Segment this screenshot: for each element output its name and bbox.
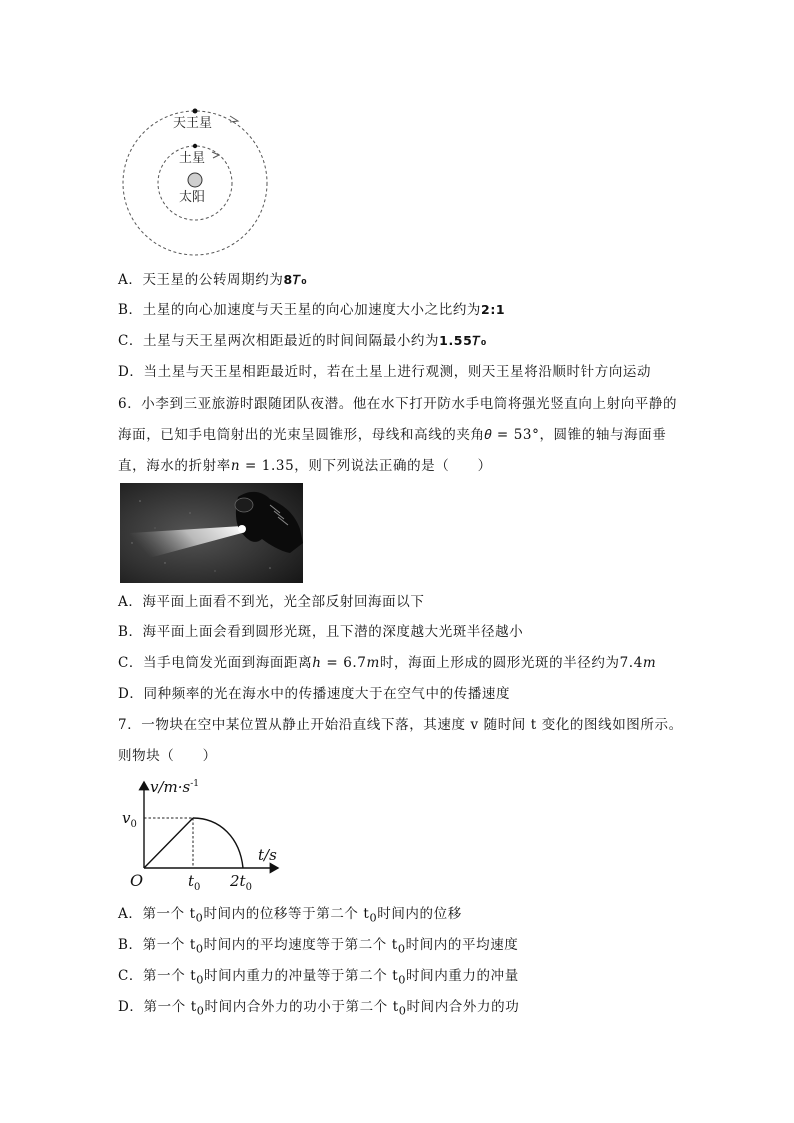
stem-text: 直，海水的折射率 [118,458,231,474]
option-text: 时间内的平均速度等于第二个 t [203,937,398,953]
q7-option-c [118,966,519,991]
x-axis-label: t/s [258,846,277,864]
q7-stem-line1: 7．一物块在空中某位置从静止开始沿直线下落，其速度 v 随时间 t 变化的图线如图所示。 [118,717,683,733]
uranus-label: 天王星 [173,116,213,131]
option-letter: C． [118,655,144,671]
q6-stem-line3 [118,456,492,476]
q5-option-b [118,300,505,320]
option-text: 时间内重力的冲量等于第二个 t [204,968,399,984]
q7-option-d [118,997,519,1022]
sun-label: 太阳 [179,190,206,205]
option-math: 8𝑇₀ [283,272,308,287]
option-letter: D． [118,999,144,1015]
orbit-diagram [118,100,278,260]
option-text: 时间内的位移 [377,906,462,922]
option-text: 海平面上面会看到圆形光斑，且下潜的深度越大光斑半径越小 [142,624,524,640]
option-letter: B． [118,624,143,640]
option-text: 第一个 t [142,937,196,953]
option-text: 时间内合外力的功 [406,999,520,1015]
option-letter: A． [118,272,143,288]
q6-option-b [118,622,523,642]
option-text: 时间内的位移等于第二个 t [203,906,370,922]
option-text: 天王星的公转周期约为 [142,272,284,288]
sun-disc [188,173,202,187]
option-text: 当手电筒发光面到海面距离 [143,655,313,671]
option-letter: A． [118,594,143,610]
option-text: 当土星与天王星相距最近时，若在土星上进行观测，则天王星将沿顺时针方向运动 [143,364,652,380]
diver-photo [120,483,303,583]
stem-text: ，则下列说法正确的是（ ） [294,458,492,474]
option-text: 时，海面上形成的圆形光斑的半径约为 [379,655,620,671]
stem-text: 海面，已知手电筒射出的光束呈圆锥形，母线和高线的夹角 [118,427,485,443]
q5-option-c [118,331,487,351]
saturn-dot [193,144,197,148]
saturn-label: 土星 [179,151,206,166]
option-letter: B． [118,937,143,953]
t0-sub: 0 [397,942,406,956]
t0-subscript: 0 [194,882,201,893]
option-text: 海平面上面看不到光，光全部反射回海面以下 [142,594,425,610]
stem-text: ，圆锥的轴与海面垂 [539,427,667,443]
option-math: 1.55𝑇₀ [439,333,487,348]
origin-label: O [130,871,144,890]
stem-math: 𝜃 = 53° [484,427,540,443]
two-t0-label: $2t_0$ [230,872,252,893]
t0-sub: 0 [195,911,204,925]
option-letter: D． [118,364,144,380]
q6-stem-line1: 6．小李到三亚旅游时跟随团队夜潜。他在水下打开防水手电筒将强光竖直向上射向平静的 [118,396,678,412]
stem-math: 𝑛 = 1.35 [230,458,295,474]
q6-option-c [118,653,656,673]
linear-segment [144,818,193,868]
y-axis-superscript: -1 [190,779,199,789]
uranus-dot [193,109,198,114]
option-text: 第一个 t [143,968,197,984]
t0-sub: 0 [196,973,205,987]
q6-option-a [118,592,424,612]
option-math: ℎ = 6.7𝑚 [312,655,380,671]
t0-sub: 0 [195,942,204,956]
t0-label: $t_0$ [188,872,201,893]
option-text: 土星的向心加速度与天王星的向心加速度大小之比约为 [142,302,482,318]
y-axis-label: $v/m\cdot s^{-1}$ [150,778,199,796]
q6-stem-line2 [118,425,666,445]
option-letter: D． [118,686,144,702]
t0-sub: 0 [196,1004,205,1018]
option-math: 7.4𝑚 [619,655,657,671]
option-letter: B． [118,302,143,318]
option-text: 第一个 t [142,906,196,922]
saturn-direction-arrow [212,152,219,158]
q5-option-a [118,270,307,290]
t0-sub: 0 [369,911,378,925]
velocity-time-graph [118,776,288,894]
option-text: 时间内合外力的功小于第二个 t [204,999,399,1015]
q7-stem-line2: 则物块（ ） [118,748,217,764]
option-text: 同种频率的光在海水中的传播速度大于在空气中的传播速度 [143,686,511,702]
t0-sub: 0 [398,973,406,987]
option-text: 土星与天王星两次相距最近的时间间隔最小约为 [143,333,440,349]
v0-label: $v_0$ [122,809,137,830]
t0-sub: 0 [398,1004,407,1018]
option-letter: A． [118,906,143,922]
q7-option-a [118,904,462,929]
curved-segment [193,818,243,868]
option-text: 时间内重力的冲量 [406,968,519,984]
q7-option-b [118,935,518,960]
option-text: 第一个 t [143,999,197,1015]
two-t0-subscript: 0 [245,882,252,893]
v0-subscript: 0 [130,819,137,830]
option-letter: C． [118,333,144,349]
option-math: 2:1 [481,302,506,317]
q5-option-d [118,362,651,382]
option-letter: C． [118,968,144,984]
q6-option-d [118,684,510,704]
option-text: 时间内的平均速度 [405,937,519,953]
